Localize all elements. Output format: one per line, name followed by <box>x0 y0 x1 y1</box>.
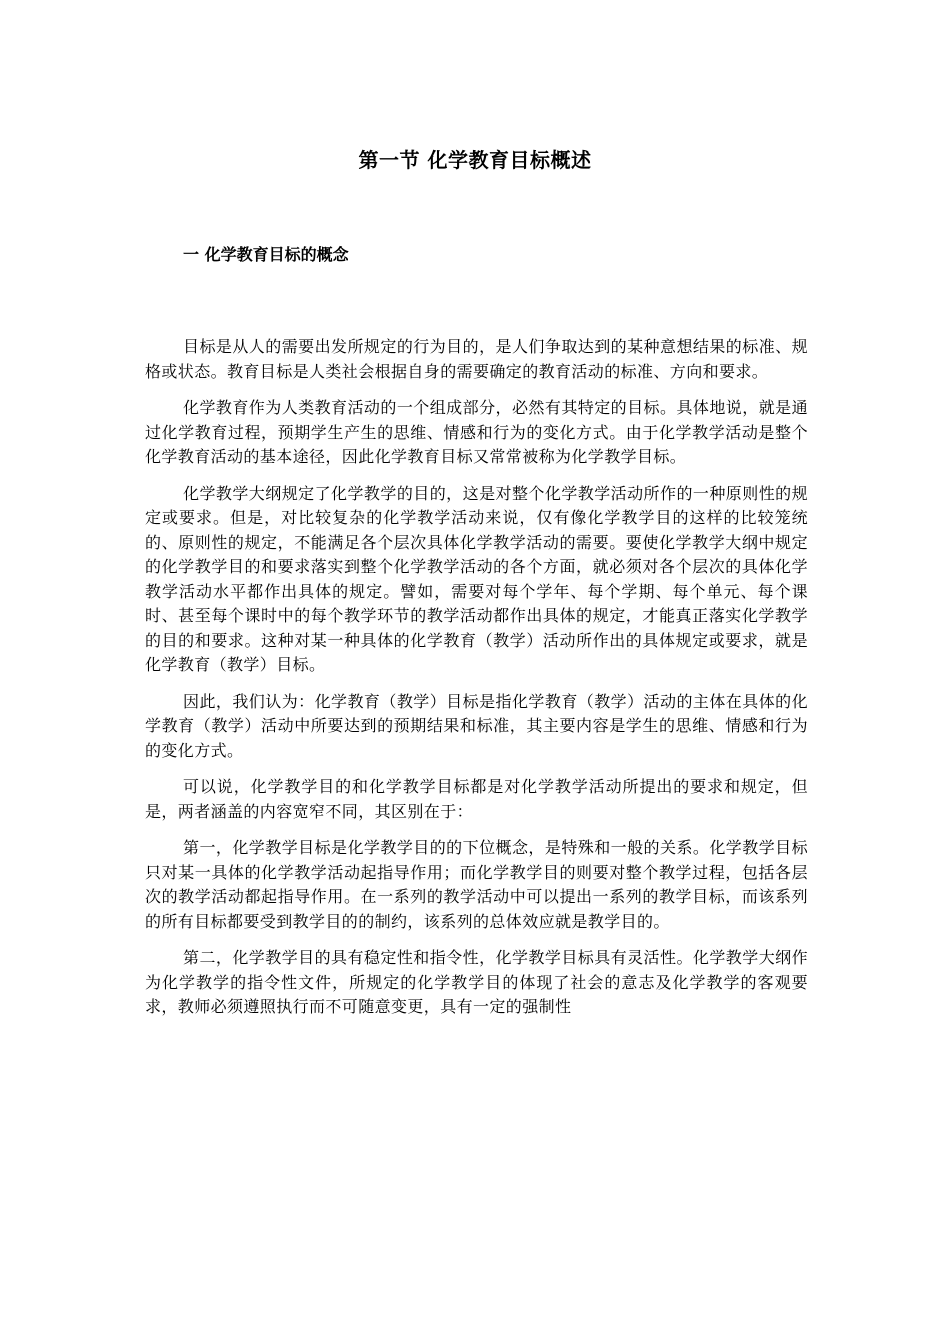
paragraph: 可以说，化学教学目的和化学教学目标都是对化学教学活动所提出的要求和规定，但是，两者涵盖的内容宽窄不同，其区别在于： <box>145 777 808 821</box>
body-text <box>145 335 808 1032</box>
paragraph: 因此，我们认为：化学教育（教学）目标是指化学教育（教学）活动的主体在具体的化学教育（教学）活动中所要达到的预期结果和标准，其主要内容是学生的思维、情感和行为的变化方式。 <box>145 691 808 760</box>
paragraph: 第一，化学教学目标是化学教学目的的下位概念，是特殊和一般的关系。化学教学目标只对某一具体的化学教学活动起指导作用；而化学教学目的则要对整个教学过程，包括各层次的教学活动都起指导作用。在一系列的教学活动中可以提出一系列的教学目标，而该系列的所有目标都要受到教学目的的制约，该系列的总体效应就是教学目的。 <box>145 838 808 931</box>
paragraph: 化学教育作为人类教育活动的一个组成部分，必然有其特定的目标。具体地说，就是通过化学教育过程，预期学生产生的思维、情感和行为的变化方式。由于化学教学活动是整个化学教育活动的基本途径，因此化学教育目标又常常被称为化学教学目标。 <box>145 398 808 466</box>
section-heading: 一 化学教育目标的概念 <box>183 245 349 264</box>
paragraph: 化学教学大纲规定了化学教学的目的，这是对整个化学教学活动所作的一种原则性的规定或要求。但是，对比较复杂的化学教学活动来说，仅有像化学教学目的这样的比较笼统的、原则性的规定，不能满足各个层次具体化学教学活动的需要。要使化学教学大纲中规定的化学教学目的和要求落实到整个化学教学活动的各个方面，就必须对各个层次的具体化学教学活动水平都作出具体的规定。譬如，需要对每个学年、每个学期、每个单元、每个课时、甚至每个课时中的每个教学环节的教学活动都作出具体的规定，才能真正落实化学教学的目的和要求。这种对某一种具体的化学教育（教学）活动所作出的具体规定或要求，就是化学教育（教学）目标。 <box>145 483 808 674</box>
paragraph: 目标是从人的需要出发所规定的行为目的，是人们争取达到的某种意想结果的标准、规格或状态。教育目标是人类社会根据自身的需要确定的教育活动的标准、方向和要求。 <box>145 337 808 381</box>
chapter-title: 第一节 化学教育目标概述 <box>358 148 592 172</box>
paragraph: 第二，化学教学目的具有稳定性和指令性，化学教学目标具有灵活性。化学教学大纲作为化学教学的指令性文件，所规定的化学教学目的体现了社会的意志及化学教学的客观要求，教师必须遵照执行而不可随意变更，具有一定的强制性 <box>145 948 808 1016</box>
